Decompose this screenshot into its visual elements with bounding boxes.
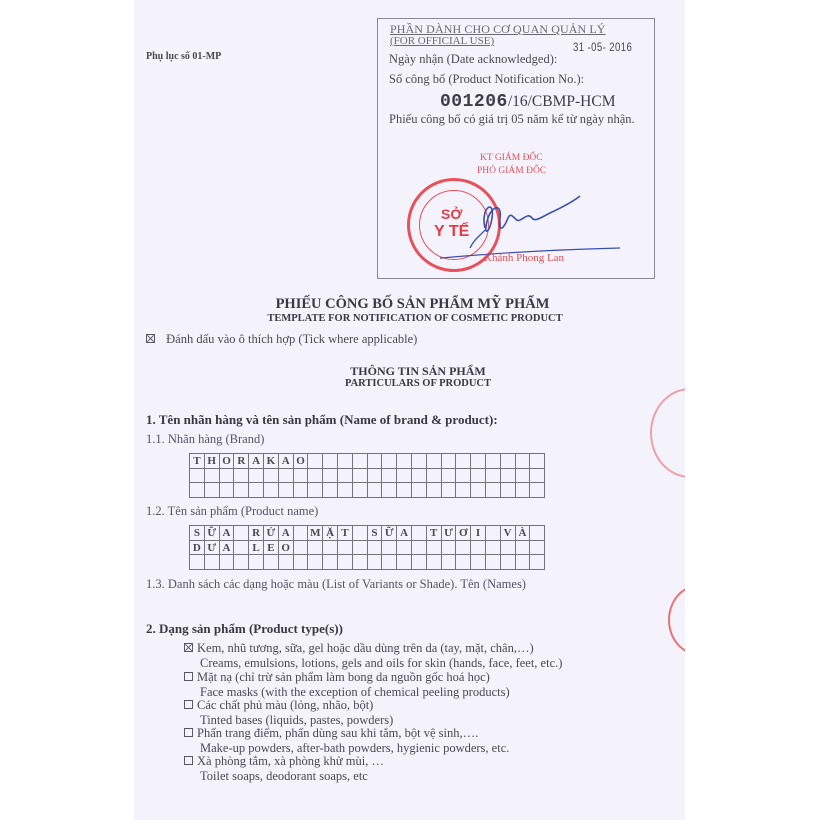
grid-cell[interactable] — [234, 526, 249, 541]
grid-cell[interactable]: S — [190, 526, 205, 541]
grid-cell[interactable] — [294, 469, 309, 484]
option-1-vi: Kem, nhũ tương, sữa, gel hoặc dầu dùng trên da (tay, mặt, chân,…) — [197, 641, 534, 655]
grid-cell[interactable] — [382, 469, 397, 484]
product-type-option-1[interactable] — [184, 641, 562, 671]
grid-cell[interactable] — [368, 541, 383, 556]
grid-cell[interactable] — [279, 555, 294, 570]
grid-cell[interactable] — [397, 541, 412, 556]
grid-cell[interactable]: T — [427, 526, 442, 541]
validity-note: Phiếu công bố có giá trị 05 năm kể từ ngày nhận. — [389, 112, 635, 126]
particulars-title-vi: THÔNG TIN SẢN PHẨM — [350, 364, 486, 378]
option-1-en: Creams, emulsions, lotions, gels and oils for skin (hands, face, feet, etc.) — [200, 656, 563, 670]
grid-cell[interactable]: A — [279, 526, 294, 541]
grid-cell[interactable] — [397, 469, 412, 484]
grid-cell[interactable] — [382, 454, 397, 469]
checkbox-icon[interactable] — [184, 700, 193, 709]
product-name-grid — [189, 525, 545, 570]
seal-text-line-1: SỞ — [441, 206, 463, 222]
grid-cell[interactable] — [368, 483, 383, 498]
notification-number-value: 001206 — [440, 92, 508, 112]
grid-cell[interactable] — [294, 541, 309, 556]
grid-cell[interactable] — [338, 555, 353, 570]
grid-cell[interactable]: Ữ — [382, 526, 397, 541]
grid-cell[interactable] — [501, 454, 516, 469]
grid-cell[interactable]: M — [308, 526, 323, 541]
grid-cell[interactable] — [471, 555, 486, 570]
grid-cell[interactable] — [205, 555, 220, 570]
grid-cell[interactable] — [382, 555, 397, 570]
grid-cell[interactable] — [338, 541, 353, 556]
grid-cell[interactable] — [427, 483, 442, 498]
option-5-vi: Xà phòng tắm, xà phòng khử mùi, … — [197, 754, 384, 768]
grid-cell[interactable]: R — [234, 454, 249, 469]
official-box-title: PHẦN DÀNH CHO CƠ QUAN QUẢN LÝ — [390, 22, 606, 36]
grid-cell[interactable] — [308, 541, 323, 556]
checked-box-icon — [146, 334, 155, 343]
grid-cell[interactable] — [516, 454, 531, 469]
grid-cell[interactable] — [412, 454, 427, 469]
grid-cell[interactable]: S — [368, 526, 383, 541]
tick-note-text: Đánh dấu vào ô thích hợp (Tick where applicable) — [166, 332, 418, 346]
grid-cell[interactable] — [397, 454, 412, 469]
grid-cell[interactable] — [530, 454, 545, 469]
grid-cell[interactable] — [323, 483, 338, 498]
grid-cell[interactable] — [501, 483, 516, 498]
grid-cell[interactable] — [249, 483, 264, 498]
grid-cell[interactable] — [427, 469, 442, 484]
grid-cell[interactable] — [308, 483, 323, 498]
grid-cell[interactable] — [530, 555, 545, 570]
tick-note — [146, 332, 417, 347]
option-3-en: Tinted bases (liquids, pastes, powders) — [200, 713, 394, 727]
grid-cell[interactable]: À — [516, 526, 531, 541]
grid-cell[interactable] — [412, 483, 427, 498]
grid-cell[interactable] — [412, 526, 427, 541]
signatory-name: Khánh Phong Lan — [484, 252, 565, 264]
grid-cell[interactable]: H — [205, 454, 220, 469]
grid-cell[interactable] — [486, 555, 501, 570]
grid-cell[interactable] — [397, 483, 412, 498]
notification-number-label: Số công bố (Product Notification No.): — [389, 72, 585, 86]
grid-cell[interactable] — [442, 541, 457, 556]
grid-cell[interactable] — [427, 555, 442, 570]
grid-cell[interactable] — [456, 469, 471, 484]
grid-cell[interactable] — [205, 483, 220, 498]
section-2-heading: 2. Dạng sản phẩm (Product type(s)) — [146, 621, 343, 636]
grid-cell[interactable] — [353, 555, 368, 570]
grid-cell[interactable] — [323, 454, 338, 469]
product-name-label: 1.2. Tên sản phẩm (Product name) — [146, 504, 319, 518]
grid-cell[interactable] — [382, 483, 397, 498]
grid-cell[interactable]: T — [338, 526, 353, 541]
grid-cell[interactable] — [412, 541, 427, 556]
official-box-subtitle: (FOR OFFICIAL USE) — [390, 35, 495, 47]
grid-cell[interactable] — [382, 541, 397, 556]
grid-cell[interactable] — [249, 555, 264, 570]
signatory-title-1: KT GIÁM ĐỐC — [480, 153, 543, 163]
grid-cell[interactable] — [308, 555, 323, 570]
grid-cell[interactable] — [486, 483, 501, 498]
grid-cell[interactable] — [471, 469, 486, 484]
checkbox-icon[interactable] — [184, 756, 193, 765]
grid-cell[interactable] — [471, 541, 486, 556]
section-1-heading: 1. Tên nhãn hàng và tên sản phẩm (Name of brand & product): — [146, 412, 498, 427]
grid-cell[interactable] — [456, 454, 471, 469]
grid-cell[interactable]: O — [279, 541, 294, 556]
grid-cell[interactable] — [190, 483, 205, 498]
form-title-vi: PHIẾU CÔNG BỐ SẢN PHẨM MỸ PHẨM — [275, 296, 550, 312]
grid-cell[interactable] — [279, 483, 294, 498]
grid-cell[interactable]: A — [220, 526, 235, 541]
grid-cell[interactable]: O — [294, 454, 309, 469]
grid-cell[interactable] — [220, 483, 235, 498]
grid-cell[interactable] — [368, 555, 383, 570]
notification-number — [440, 91, 615, 112]
grid-cell[interactable] — [427, 454, 442, 469]
checked-box-icon[interactable] — [184, 643, 193, 652]
grid-cell[interactable] — [353, 483, 368, 498]
grid-cell[interactable] — [294, 483, 309, 498]
grid-cell[interactable] — [456, 555, 471, 570]
grid-cell[interactable]: A — [279, 454, 294, 469]
grid-cell[interactable] — [323, 541, 338, 556]
grid-cell[interactable] — [338, 469, 353, 484]
grid-cell[interactable]: Ữ — [205, 526, 220, 541]
grid-cell[interactable]: O — [220, 454, 235, 469]
grid-cell[interactable] — [471, 483, 486, 498]
grid-cell[interactable] — [308, 469, 323, 484]
grid-cell[interactable] — [427, 541, 442, 556]
grid-cell[interactable]: I — [471, 526, 486, 541]
grid-cell[interactable] — [264, 469, 279, 484]
grid-cell[interactable] — [279, 469, 294, 484]
grid-cell[interactable]: R — [249, 526, 264, 541]
product-type-option-3[interactable] — [184, 698, 393, 728]
grid-cell[interactable]: Ử — [264, 526, 279, 541]
product-type-option-5[interactable] — [184, 754, 384, 784]
grid-cell[interactable] — [486, 469, 501, 484]
grid-cell[interactable] — [516, 555, 531, 570]
particulars-title-en: PARTICULARS OF PRODUCT — [344, 378, 492, 389]
page-margin-right — [685, 0, 820, 820]
grid-cell[interactable]: Ư — [205, 541, 220, 556]
brand-grid — [189, 453, 545, 498]
grid-cell[interactable] — [442, 469, 457, 484]
checkbox-icon[interactable] — [184, 728, 193, 737]
grid-cell[interactable] — [501, 469, 516, 484]
grid-cell[interactable] — [530, 541, 545, 556]
grid-cell[interactable] — [412, 555, 427, 570]
grid-cell[interactable] — [338, 483, 353, 498]
option-5-en: Toilet soaps, deodorant soaps, etc — [200, 769, 368, 783]
grid-cell[interactable]: A — [397, 526, 412, 541]
grid-cell[interactable] — [456, 541, 471, 556]
checkbox-icon[interactable] — [184, 672, 193, 681]
grid-cell[interactable] — [308, 454, 323, 469]
grid-cell[interactable] — [294, 526, 309, 541]
grid-cell[interactable] — [205, 469, 220, 484]
date-acknowledged-stamp: 31 -05- 2016 — [573, 40, 633, 54]
grid-cell[interactable] — [234, 555, 249, 570]
grid-cell[interactable] — [234, 541, 249, 556]
grid-cell[interactable] — [338, 454, 353, 469]
option-4-vi: Phấn trang điểm, phấn dùng sau khi tắm, bột vệ sinh,…. — [197, 726, 479, 740]
grid-cell[interactable] — [442, 483, 457, 498]
grid-cell[interactable] — [368, 469, 383, 484]
grid-cell[interactable] — [323, 469, 338, 484]
grid-cell[interactable] — [368, 454, 383, 469]
grid-cell[interactable] — [323, 555, 338, 570]
grid-cell[interactable] — [412, 469, 427, 484]
grid-cell[interactable]: D — [190, 541, 205, 556]
grid-cell[interactable]: K — [264, 454, 279, 469]
notification-number-suffix: /16/CBMP-HCM — [507, 93, 616, 110]
form-title-en: TEMPLATE FOR NOTIFICATION OF COSMETIC PRODUCT — [267, 313, 563, 324]
grid-cell[interactable] — [220, 555, 235, 570]
product-type-option-4[interactable] — [184, 726, 509, 756]
grid-cell[interactable] — [190, 469, 205, 484]
grid-cell[interactable] — [486, 526, 501, 541]
option-2-en: Face masks (with the exception of chemical peeling products) — [200, 685, 510, 699]
grid-cell[interactable] — [190, 555, 205, 570]
grid-cell[interactable]: A — [220, 541, 235, 556]
option-3-vi: Các chất phủ màu (lỏng, nhão, bột) — [197, 698, 374, 712]
grid-cell[interactable]: Ư — [442, 526, 457, 541]
grid-cell[interactable]: Ơ — [456, 526, 471, 541]
grid-cell[interactable] — [220, 469, 235, 484]
grid-cell[interactable]: L — [249, 541, 264, 556]
signatory-title-2: PHÓ GIÁM ĐỐC — [477, 166, 547, 176]
grid-cell[interactable] — [516, 541, 531, 556]
date-acknowledged-label: Ngày nhận (Date acknowledged): — [389, 52, 558, 66]
grid-cell[interactable]: E — [264, 541, 279, 556]
grid-cell[interactable] — [516, 469, 531, 484]
grid-cell[interactable] — [353, 541, 368, 556]
grid-cell[interactable] — [353, 526, 368, 541]
grid-cell[interactable] — [471, 454, 486, 469]
option-2-vi: Mặt nạ (chỉ trừ sản phẩm làm bong da nguồn gốc hoá học) — [197, 670, 490, 684]
grid-cell[interactable]: A — [249, 454, 264, 469]
grid-cell[interactable]: T — [190, 454, 205, 469]
grid-cell[interactable] — [442, 555, 457, 570]
grid-cell[interactable]: V — [501, 526, 516, 541]
grid-cell[interactable] — [530, 483, 545, 498]
brand-label: 1.1. Nhãn hàng (Brand) — [146, 432, 265, 446]
grid-cell[interactable] — [456, 483, 471, 498]
grid-cell[interactable] — [530, 526, 545, 541]
grid-cell[interactable] — [442, 454, 457, 469]
grid-cell[interactable] — [397, 555, 412, 570]
grid-cell[interactable] — [353, 454, 368, 469]
grid-cell[interactable] — [486, 454, 501, 469]
variants-label: 1.3. Danh sách các dạng hoặc màu (List of Variants or Shade). Tên (Names) — [146, 577, 526, 591]
option-4-en: Make-up powders, after-bath powders, hygienic powders, etc. — [200, 741, 510, 755]
grid-cell[interactable] — [501, 541, 516, 556]
grid-cell[interactable] — [516, 483, 531, 498]
seal-text-line-2: Y TẾ — [434, 223, 470, 240]
grid-cell[interactable] — [353, 469, 368, 484]
grid-cell[interactable] — [501, 555, 516, 570]
grid-cell[interactable] — [234, 469, 249, 484]
grid-cell[interactable] — [530, 469, 545, 484]
grid-cell[interactable] — [264, 555, 279, 570]
grid-cell[interactable] — [249, 469, 264, 484]
grid-cell[interactable] — [264, 483, 279, 498]
product-type-option-2[interactable] — [184, 670, 510, 700]
grid-cell[interactable] — [234, 483, 249, 498]
appendix-label: Phụ lục số 01-MP — [146, 51, 222, 62]
grid-cell[interactable]: Ặ — [323, 526, 338, 541]
grid-cell[interactable] — [486, 541, 501, 556]
grid-cell[interactable] — [294, 555, 309, 570]
